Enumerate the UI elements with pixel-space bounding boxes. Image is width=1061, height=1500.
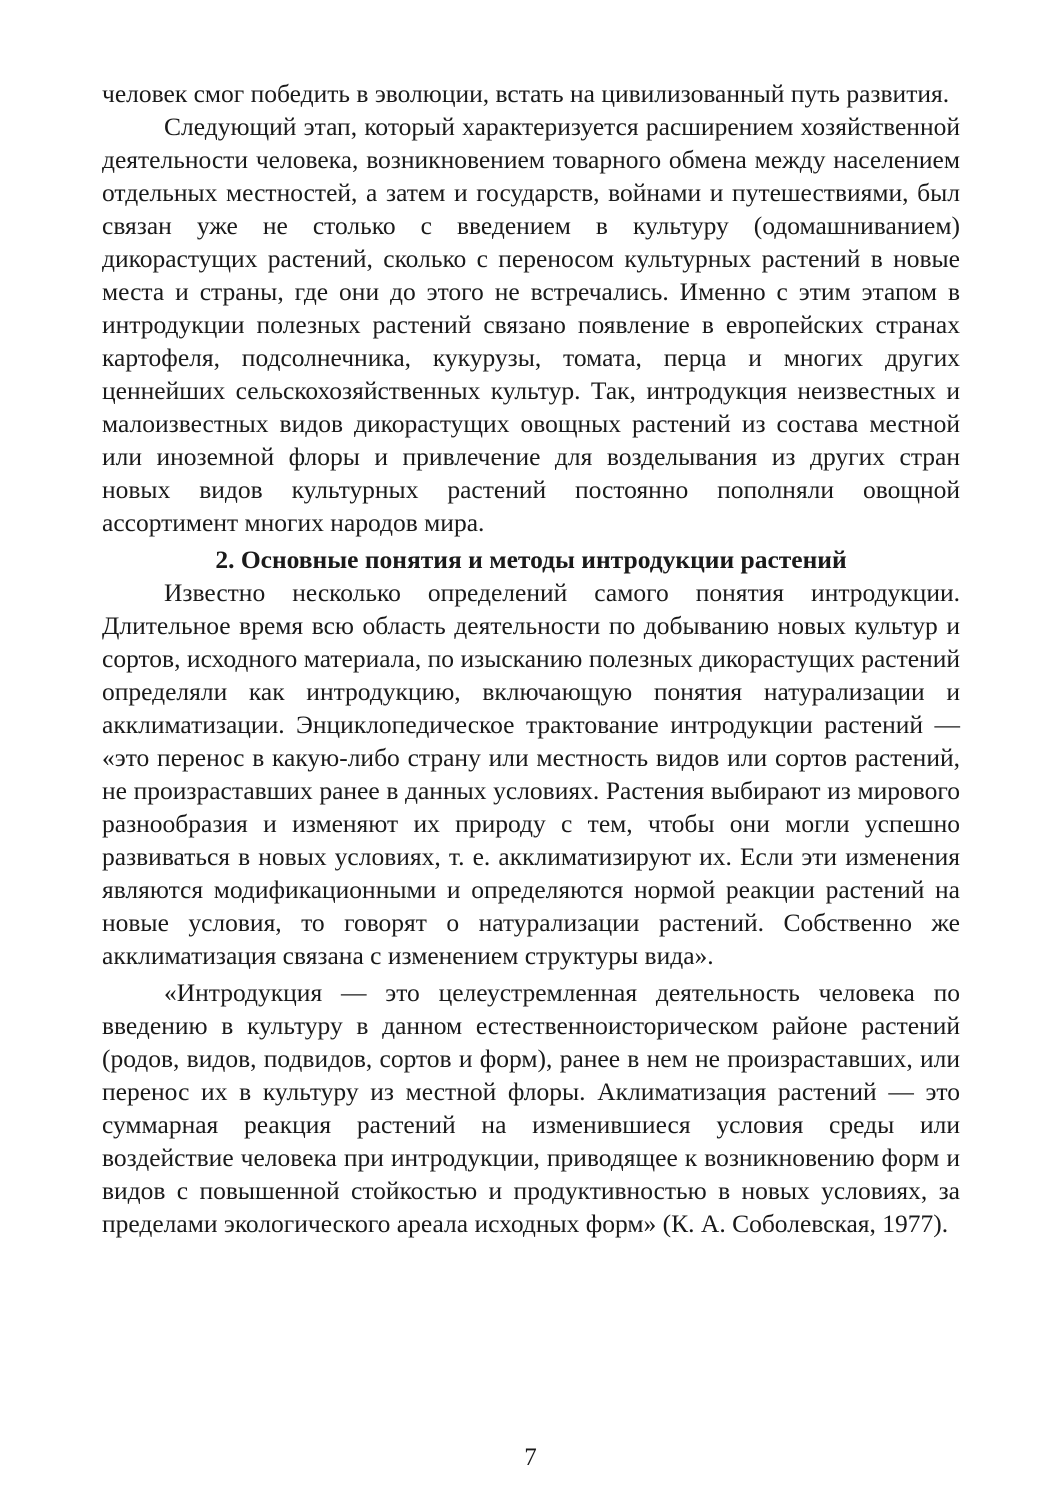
paragraph: Следующий этап, который характеризуется расширением хозяйственной деятельности человека, возникновением товарного обмена между населением отдельных местностей, а затем и государств, войнами и путешествиями, был связан уже не столько с введением в культуру (одомашниванием) дикорастущих растений, сколько с переносом культурных растений в новые места и страны, где они до этого не встречались. Именно с этим этапом в интродукции полезных растений связано появление в европейских странах картофеля, подсолнечника, кукурузы, томата, перца и многих других ценнейших сельскохозяйственных культур. Так, интродукция неизвестных и малоизвестных видов дикорастущих овощных растений из состава местной или иноземной флоры и привлечение для возделывания из других стран новых видов культурных растений постоянно пополняли овощной ассортимент многих народов мира. xyxy=(102,112,960,537)
body-text xyxy=(102,77,960,1240)
page-number: 7 xyxy=(524,1444,537,1471)
paragraph-continuation: человек смог победить в эволюции, встать на цивилизованный путь развития. xyxy=(102,79,950,108)
paragraph: «Интродукция — это целеустремленная деятельность человека по введению в культуру в данном естественноисторическом районе растений (родов, видов, подвидов, сортов и форм), ранее в нем не произраставших, или перенос их в культуру из местной флоры. Аклиматизация растений — это суммарная реакция растений на изменившиеся условия среды или воздействие человека при интродукции, приводящее к возникновению форм и видов с повышенной стойкостью и продуктивностью в новых условиях, за пределами экологического ареала исходных форм» (К. А. Соболевская, 1977). xyxy=(102,978,960,1238)
paragraph: Известно несколько определений самого понятия интродукции. Длительное время всю область деятельности по добыванию новых культур и сортов, исходного материала, по изысканию полезных дикорастущих растений определяли как интродукцию, включающую понятия натурализации и акклиматизации. Энциклопедическое трактование интродукции растений — «это перенос в какую-либо страну или местность видов или сортов растений, не произраставших ранее в данных условиях. Растения выбирают из мирового разнообразия и изменяют их природу с тем, чтобы они могли успешно развиваться в новых условиях, т. е. акклиматизируют их. Если эти изменения являются модификационными и определяются нормой реакции растений на новые условия, то говорят о натурализации растений. Собственно же акклиматизация связана с изменением структуры вида». xyxy=(102,578,960,970)
section-heading: 2. Основные понятия и методы интродукции растений xyxy=(215,545,847,574)
